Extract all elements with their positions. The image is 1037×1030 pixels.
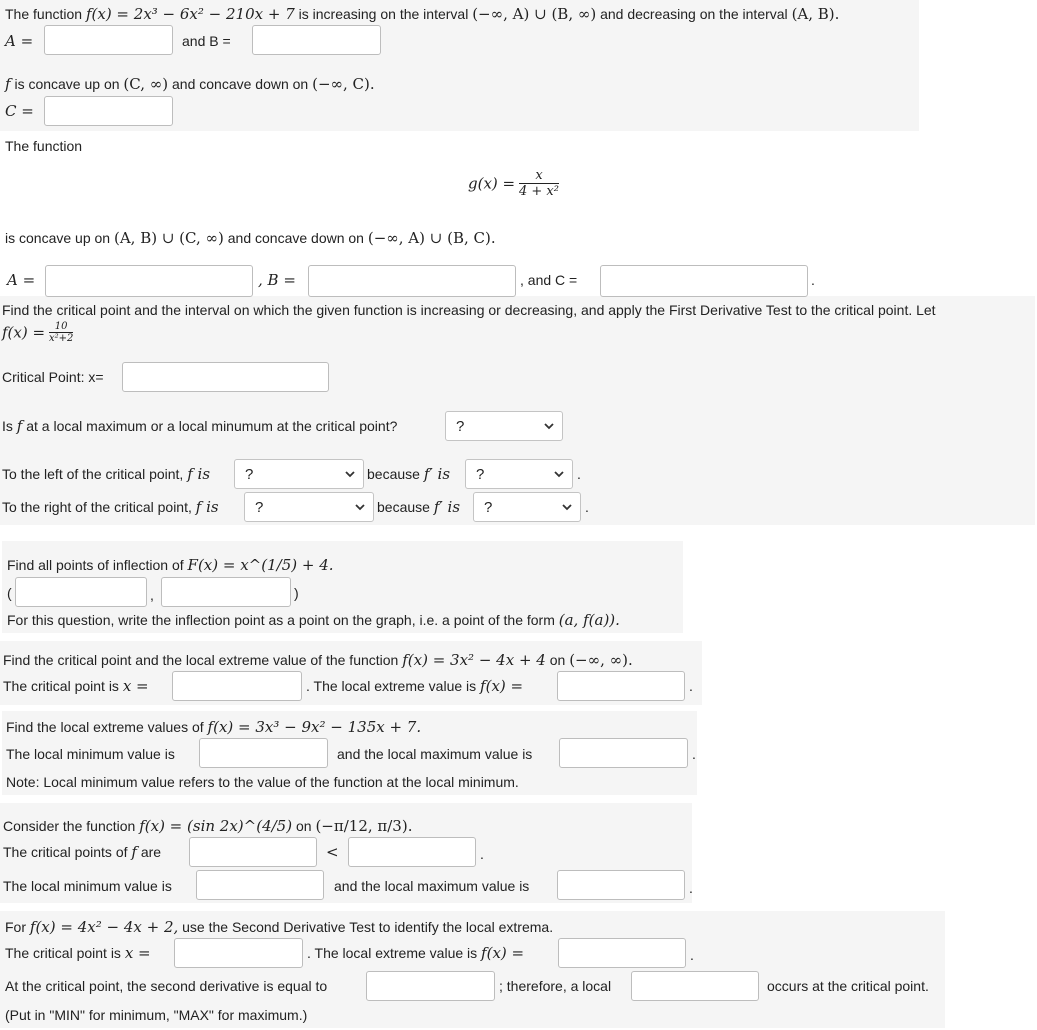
q8-hint: (Put in "MIN" for minimum, "MAX" for maximum.) (5, 1007, 308, 1023)
q7-less-than: < (326, 843, 339, 861)
q3-left-f-is: f is (187, 465, 211, 483)
q8-occurs: occurs at the critical point. (767, 978, 929, 994)
chevron-down-icon (354, 501, 366, 513)
q3-right-fprime-value: ? (484, 498, 493, 516)
q5-lev-label: . The local extreme value is (306, 678, 477, 694)
q3-f-lhs: f(x) = (2, 323, 46, 342)
q6-function: f(x) = 3x³ − 9x² − 135x + 7. (207, 718, 422, 736)
q1-concave-down-interval: (−∞, C). (312, 75, 375, 93)
q1-a-input[interactable] (44, 25, 173, 55)
q1-function: f(x) = 2x³ − 6x² − 210x + 7 (85, 5, 295, 23)
q8-cp-input[interactable] (174, 938, 303, 968)
q1-c-input[interactable] (44, 96, 173, 126)
q2-a-input[interactable] (45, 265, 253, 297)
chevron-down-icon (561, 501, 573, 513)
q2-g-numerator: x (519, 168, 559, 184)
q2-c-input[interactable] (600, 265, 808, 297)
q6-min-label: The local minimum value is (6, 746, 175, 762)
q6-prompt (6, 718, 421, 736)
q7-domain: (−π/12, π/3). (315, 817, 413, 835)
q3-left-fprime-select[interactable] (465, 459, 573, 489)
q8-fx-eq: f(x) = (481, 944, 525, 962)
q3-f-denominator: x²+2 (48, 333, 74, 344)
q6-max-label: and the local maximum value is (337, 746, 533, 762)
q8-cp-label: The critical point is (5, 945, 121, 961)
q6-note: Note: Local minimum value refers to the value of the function at the local minimum. (6, 774, 519, 790)
q1-concave-f: f (5, 75, 11, 93)
q3-right-end: . (585, 499, 589, 515)
q1-concave-text1: is concave up on (14, 76, 120, 92)
q2-b-label: , B = (258, 271, 296, 289)
q5-lev-line (306, 677, 523, 695)
q6-max-input[interactable] (559, 738, 688, 768)
q2-intro: The function (5, 138, 83, 154)
q3-left-f-select[interactable] (234, 459, 364, 489)
q3-left-fprime-value: ? (476, 465, 485, 483)
q4-prompt (7, 556, 334, 574)
q1-increasing-interval: (−∞, A) ∪ (B, ∞) (472, 5, 597, 23)
q2-text2: and concave down on (227, 230, 364, 246)
q7-cp-post: are (140, 844, 162, 860)
q3-lm-f: f (16, 417, 23, 435)
q3-local-extremum-value: ? (456, 417, 465, 435)
q4-y-input[interactable] (161, 577, 291, 607)
q6-min-input[interactable] (199, 738, 328, 768)
q3-cp-input[interactable] (122, 362, 329, 392)
q7-cp-line (3, 843, 161, 861)
q1-decreasing-interval: (A, B). (791, 5, 840, 23)
q8-end: . (690, 947, 694, 963)
q1-intro-mid: is increasing on the interval (298, 6, 469, 22)
q7-min-label: The local minimum value is (3, 878, 172, 894)
q1-intro-and: and decreasing on the interval (600, 6, 788, 22)
q1-concave-text2: and concave down on (172, 76, 309, 92)
q7-min-input[interactable] (196, 870, 324, 900)
q3-local-extremum-select[interactable] (445, 411, 563, 441)
q2-end: . (811, 272, 815, 288)
q1-a-label: A = (5, 32, 34, 50)
q4-comma: , (150, 587, 154, 603)
q7-prompt (3, 817, 412, 835)
q5-x-eq: x = (122, 677, 149, 695)
q7-cp2-input[interactable] (348, 837, 476, 867)
q3-right-f-select[interactable] (244, 492, 374, 522)
q3-right-because (377, 498, 460, 516)
q3-lm-post: at a local maximum or a local minumum at the critical point? (26, 418, 398, 434)
q1-c-label: C = (5, 102, 34, 120)
q8-therefore: ; therefore, a local (499, 978, 612, 994)
q2-g-formula (468, 168, 559, 199)
q4-function: F(x) = x^(1/5) + 4. (187, 556, 334, 574)
q7-end: . (480, 846, 484, 862)
q7-max-input[interactable] (557, 870, 685, 900)
q3-right-fprime-is: f′ is (433, 498, 461, 516)
q3-right-f-value: ? (255, 498, 264, 516)
chevron-down-icon (344, 468, 356, 480)
q2-a-label: A = (7, 271, 36, 289)
q3-left-end: . (577, 466, 581, 482)
q3-left-because-word: because (367, 466, 420, 482)
q7-prompt-pre: Consider the function (3, 818, 136, 834)
q2-text1: is concave up on (5, 230, 111, 246)
q2-g-fraction (519, 168, 559, 199)
q5-function: f(x) = 3x² − 4x + 4 (402, 651, 546, 669)
q4-x-input[interactable] (15, 577, 147, 607)
q6-prompt-pre: Find the local extreme values of (6, 719, 204, 735)
q2-g-lhs: g(x) = (468, 174, 516, 193)
q3-right-line (2, 498, 219, 516)
q3-left-f-value: ? (245, 465, 254, 483)
q5-fx-eq: f(x) = (480, 677, 524, 695)
q3-left-fprime-is: f′ is (423, 465, 451, 483)
q8-prompt (5, 918, 553, 936)
q5-cp-input[interactable] (172, 671, 302, 701)
q5-cp-label: The critical point is (3, 678, 119, 694)
q4-note-pre: For this question, write the inflection point as a point on the graph, i.e. a point of the form (7, 612, 555, 628)
q1-concave-line (5, 75, 375, 93)
q8-cp-line (5, 944, 151, 962)
q3-lm-pre: Is (2, 418, 13, 434)
q7-cp1-input[interactable] (189, 837, 317, 867)
q2-c-label: , and C = (520, 272, 578, 288)
q5-cp-line (3, 677, 149, 695)
q1-intro-pre: The function (5, 6, 83, 22)
q5-prompt (3, 651, 633, 669)
q5-prompt-pre: Find the critical point and the local extreme value of the function (3, 652, 399, 668)
q4-close-paren: ) (294, 585, 299, 601)
q3-left-line (2, 465, 210, 483)
q3-right-fprime-select[interactable] (473, 492, 581, 522)
q8-sd-label: At the critical point, the second derivative is equal to (5, 978, 328, 994)
q3-right-f-is: f is (195, 498, 219, 516)
q8-lev-line (307, 944, 524, 962)
q8-prompt-pre: For (5, 919, 26, 935)
q8-function: f(x) = 4x² − 4x + 2, (29, 918, 179, 936)
q7-on: on (295, 818, 312, 834)
q5-end: . (689, 678, 693, 694)
q7-cp-f: f (131, 843, 137, 861)
q2-up-interval: (A, B) ∪ (C, ∞) (113, 229, 224, 247)
q7-end2: . (689, 880, 693, 896)
q8-lev-label: . The local extreme value is (307, 945, 478, 961)
q3-right-pre: To the right of the critical point, (2, 499, 192, 515)
q3-prompt: Find the critical point and the interval on which the given function is increasing or decreasing, and apply the First Derivative Test to the critical point. Let (2, 302, 936, 318)
q4-note (7, 611, 620, 629)
q3-f-fraction (49, 321, 73, 344)
q3-lm-question (2, 417, 397, 435)
q8-sd-input[interactable] (366, 971, 495, 1001)
q5-lev-input[interactable] (557, 671, 685, 701)
q5-domain: (−∞, ∞). (569, 651, 633, 669)
q3-right-because-word: because (377, 499, 430, 515)
q2-g-denominator: 4 + x² (519, 184, 559, 199)
q5-on: on (549, 652, 566, 668)
q1-b-input[interactable] (252, 25, 381, 55)
q7-function: f(x) = (sin 2x)^(4/5) (139, 817, 293, 835)
q7-cp-pre: The critical points of (3, 844, 128, 860)
q3-left-because (367, 465, 450, 483)
q3-f-formula (2, 321, 73, 344)
q3-f-numerator: 10 (49, 321, 73, 333)
q1-intro (5, 5, 839, 23)
q4-open-paren: ( (7, 585, 12, 601)
q3-left-pre: To the left of the critical point, (2, 466, 184, 482)
q6-end: . (692, 746, 696, 762)
q8-x-eq: x = (124, 944, 151, 962)
q2-down-interval: (−∞, A) ∪ (B, C). (367, 229, 496, 247)
q2-b-input[interactable] (308, 265, 516, 297)
q8-lev-input[interactable] (558, 938, 686, 968)
q4-note-point: (a, f(a)). (558, 611, 620, 629)
q3-cp-label: Critical Point: x= (2, 369, 104, 385)
q2-concave-line (5, 229, 496, 247)
chevron-down-icon (543, 420, 555, 432)
q7-max-label: and the local maximum value is (334, 878, 530, 894)
q1-concave-up-interval: (C, ∞) (123, 75, 169, 93)
q8-minmax-input[interactable] (631, 971, 759, 1001)
q4-prompt-pre: Find all points of inflection of (7, 557, 184, 573)
chevron-down-icon (553, 468, 565, 480)
q1-b-label: and B = (182, 33, 231, 49)
q8-prompt-post: use the Second Derivative Test to identify the local extrema. (182, 919, 554, 935)
